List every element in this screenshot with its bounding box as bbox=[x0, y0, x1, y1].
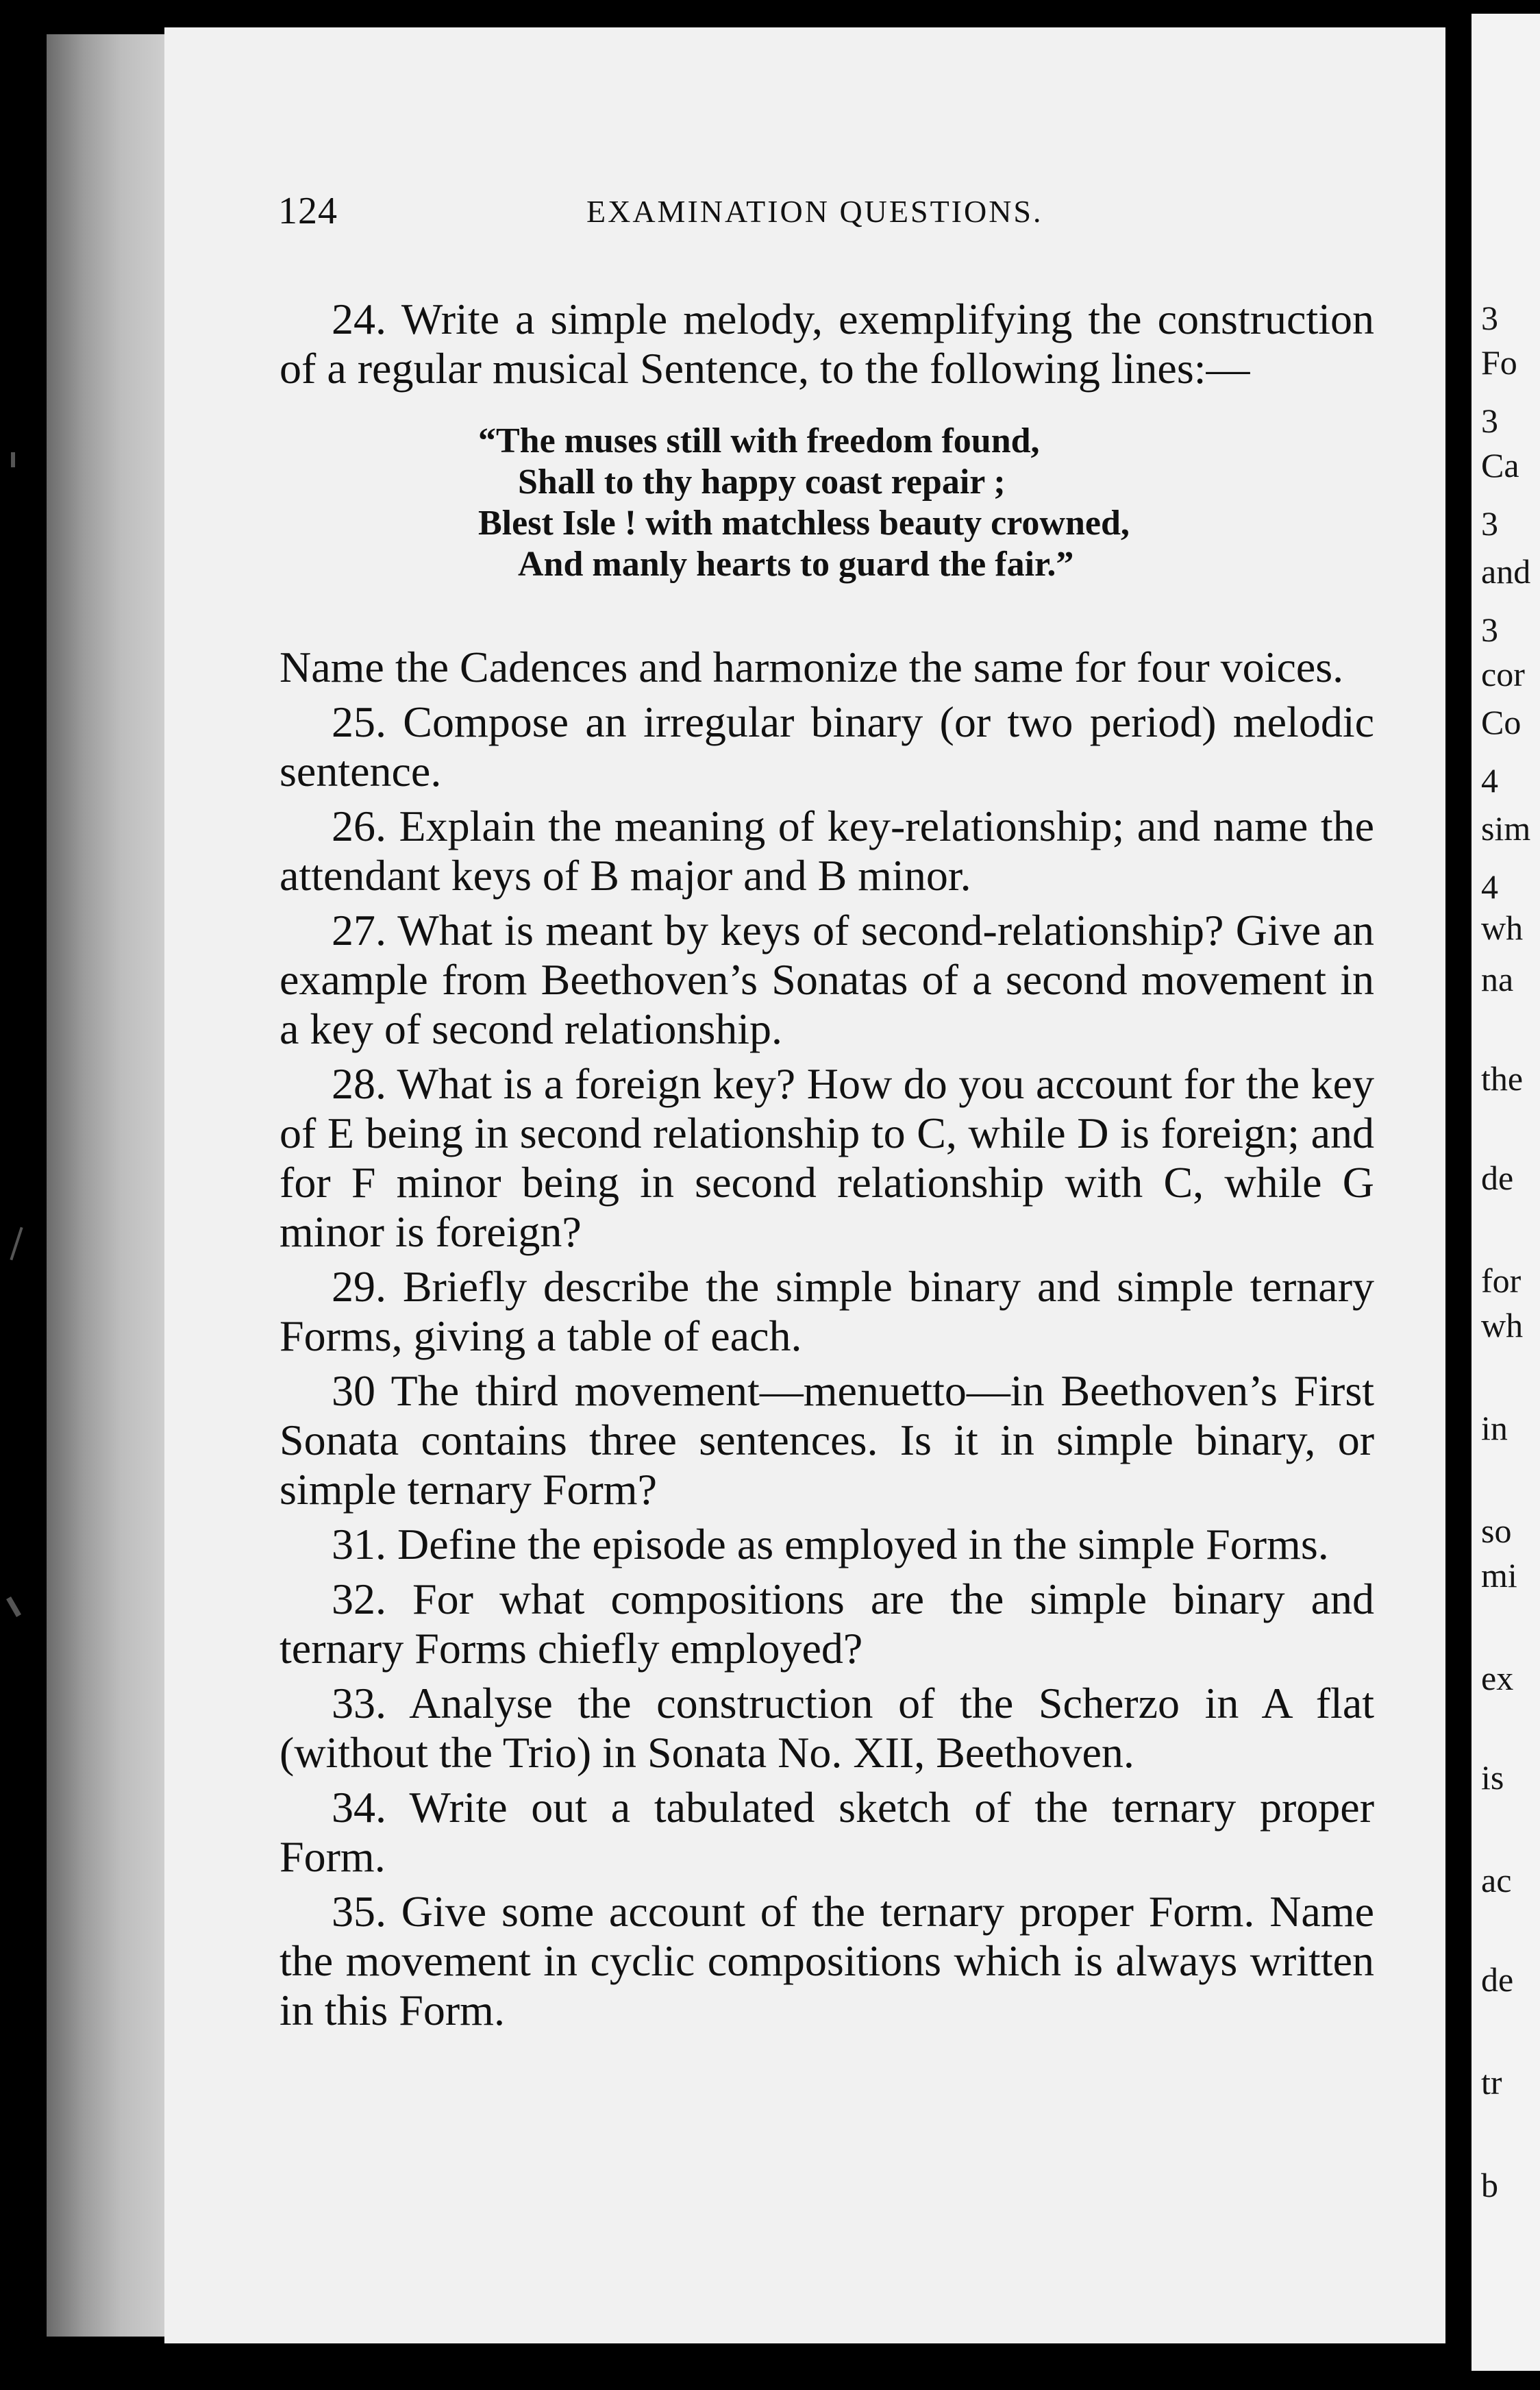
question-24-instruction: Name the Cadences and harmonize the same for four voices. bbox=[280, 643, 1344, 691]
facing-page-fragment: wh bbox=[1481, 909, 1524, 947]
questions-body bbox=[280, 295, 1374, 2041]
question-29: 29. Briefly describe the simple binary and simple ternary Forms, giving a table of each. bbox=[280, 1262, 1374, 1360]
running-head: EXAMINATION QUESTIONS. bbox=[586, 194, 1043, 229]
facing-page-fragment: 3 bbox=[1481, 611, 1498, 649]
facing-page-fragment: de bbox=[1481, 1960, 1514, 1999]
facing-page-fragment: wh bbox=[1481, 1306, 1524, 1344]
margin-speck bbox=[6, 1597, 21, 1617]
facing-page-fragment: b bbox=[1481, 2166, 1498, 2204]
margin-speck bbox=[10, 1227, 23, 1261]
facing-page-fragment: mi bbox=[1481, 1556, 1517, 1594]
facing-page-fragment: and bbox=[1481, 552, 1531, 591]
question-25: 25. Compose an irregular binary (or two period) melodic sentence. bbox=[280, 698, 1374, 796]
question-26: 26. Explain the meaning of key-relationship; and name the attendant keys of B major and B minor. bbox=[280, 802, 1374, 900]
facing-page-fragment: in bbox=[1481, 1409, 1508, 1447]
facing-page-fragment: for bbox=[1481, 1261, 1522, 1300]
question-30: 30 The third movement—menuetto—in Beethoven’s First Sonata contains three sentences. Is it in simple binary, or simple ternary Form? bbox=[280, 1366, 1374, 1514]
page-edge bbox=[47, 34, 170, 2337]
facing-page-fragment: 4 bbox=[1481, 761, 1498, 800]
poem-line: Blest Isle ! with matchless beauty crowned, bbox=[478, 504, 1130, 543]
facing-page-fragment: cor bbox=[1481, 655, 1525, 693]
page-number: 124 bbox=[278, 190, 338, 232]
facing-page-fragment: Co bbox=[1481, 703, 1522, 741]
facing-page-fragment: 4 bbox=[1481, 867, 1498, 906]
facing-page-fragment: Ca bbox=[1481, 446, 1519, 484]
facing-page-edge bbox=[1471, 14, 1540, 2371]
question-31: 31. Define the episode as employed in the simple Forms. bbox=[332, 1520, 1329, 1568]
poem-line: And manly hearts to guard the fair.” bbox=[518, 545, 1074, 584]
facing-page-fragment: 3 bbox=[1481, 402, 1498, 440]
facing-page-fragment: 3 bbox=[1481, 504, 1498, 543]
poem-line: “The muses still with freedom found, bbox=[478, 421, 1040, 460]
question-35: 35. Give some account of the ternary proper Form. Name the movement in cyclic compositions which is always written in this Form. bbox=[280, 1887, 1374, 2034]
facing-page-fragment: the bbox=[1481, 1059, 1524, 1098]
facing-page-fragment: tr bbox=[1481, 2063, 1502, 2102]
book-page bbox=[164, 27, 1445, 2343]
poem-line: Shall to thy happy coast repair ; bbox=[518, 463, 1006, 502]
question-27: 27. What is meant by keys of second-relationship? Give an example from Beethoven’s Sonatas of a second movement in a key of second relationship. bbox=[280, 906, 1374, 1053]
question-32: 32. For what compositions are the simple binary and ternary Forms chiefly employed? bbox=[280, 1575, 1374, 1673]
facing-page-fragment: na bbox=[1481, 960, 1514, 998]
facing-page-fragment: ac bbox=[1481, 1861, 1512, 1899]
question-34: 34. Write out a tabulated sketch of the ternary proper Form. bbox=[280, 1783, 1374, 1881]
facing-page-fragment: sim bbox=[1481, 809, 1531, 848]
margin-speck bbox=[11, 452, 15, 467]
question-33: 33. Analyse the construction of the Scherzo in A flat (without the Trio) in Sonata No. XII, Beethoven. bbox=[280, 1679, 1374, 1777]
facing-page-fragment: de bbox=[1481, 1159, 1514, 1197]
facing-page-fragment: so bbox=[1481, 1512, 1512, 1550]
facing-page-fragment: ex bbox=[1481, 1659, 1514, 1697]
facing-page-fragment: 3 bbox=[1481, 299, 1498, 337]
poem-quote bbox=[478, 421, 1374, 585]
question-28: 28. What is a foreign key? How do you account for the key of E being in second relationship to C, while D is foreign; and for F minor being in second relationship with C, while G minor is foreign? bbox=[280, 1059, 1374, 1256]
question-24: 24. Write a simple melody, exemplifying the construction of a regular musical Sentence, to the following lines:— bbox=[280, 295, 1374, 393]
facing-page-fragment: Fo bbox=[1481, 343, 1517, 382]
facing-page-fragment: is bbox=[1481, 1758, 1504, 1797]
